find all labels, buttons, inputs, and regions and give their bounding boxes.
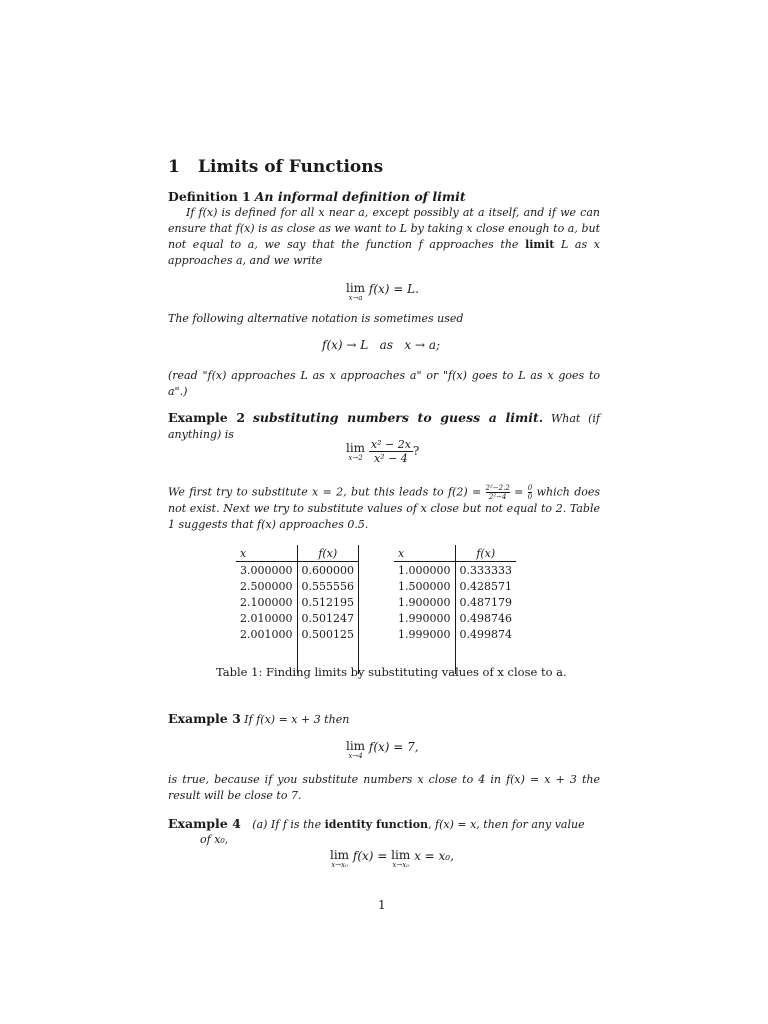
example-2-question: What (if anything) is [168,412,600,441]
table-row [236,562,359,579]
section-heading [168,157,383,177]
lim-operator: lim x→x₀ [391,848,411,869]
x-value-cell: 1.990000 [394,610,455,626]
example-2-text [168,484,600,533]
fx-value-cell: 0.487179 [459,595,512,609]
example-2-text-b: which does not exist. Next we try to substitute values of x close but not equal to 2. Table 1 suggests that f(x) approaches 0.5. [168,485,601,531]
fraction: $\frac{\text{x² − 2x}}{\text{x² − 4}}$ [370,438,411,465]
fx-value-cell: 0.498746 [459,611,512,625]
zero-over-zero: $\frac{0}{0}$ [527,484,533,501]
table-spacer-row [236,642,359,658]
fx-value-cell: 0.555556 [297,578,359,594]
limit-keyword: limit [525,238,555,251]
lim-operator: lim x→a [346,281,366,302]
table-1-right [394,545,516,674]
column-header-fx: f(x) [455,545,516,562]
example-4-rhs: x = x₀, [414,849,454,863]
x-value-cell: 2.100000 [236,594,297,610]
fx-value-cell: 0.428571 [459,579,512,593]
table-row [236,594,359,610]
x-value-cell: 1.000000 [394,562,455,579]
fx-value-cell: 0.512195 [297,594,359,610]
lim-operator: lim x→2 [346,440,366,462]
empty-cell [236,642,297,658]
fx-value-cell: 0.501247 [297,610,359,626]
substitution-fraction: $\frac{\text{2²−2.2}}{\text{2²−4}}$ [485,484,510,501]
example-2-equation [346,438,419,465]
example-2-text-a: We first try to substitute x = 2, but this leads to f(2) = [168,485,482,499]
fx-value-cell: 0.333333 [459,563,512,577]
example-2-label: Example 2 [168,410,246,425]
example-4-line2: of x₀, [200,833,229,846]
limit-equation [346,282,419,302]
x-value-cell: 2.500000 [236,578,297,594]
example-3-rhs: f(x) = 7, [368,740,419,754]
section-number: 1 [168,157,180,177]
table-row [394,610,516,626]
example-3-heading [168,711,600,728]
example-2-title: substituting numbers to guess a limit. [252,410,544,425]
example-3-equation [346,740,419,760]
x-value-cell: 2.010000 [236,610,297,626]
empty-cell [394,642,455,658]
definition-title: An informal definition of limit [254,189,466,204]
example-4-mid: f(x) = [352,849,388,863]
question-mark: ? [412,444,420,458]
table-row [394,626,516,642]
definition-text-a: If f(x) is defined for all x near a, except possibly at a itself, and if we can ensure that f(x) is as close as we want to L by taking x close enough to a, but not equal to a, we say that the function f approaches the [168,206,600,251]
example-4-heading [168,816,600,833]
table-row [394,562,516,579]
definition-1 [168,188,600,269]
fx-value-cell: 0.500125 [297,626,359,642]
empty-cell [455,642,516,658]
alt-notation-equation: f(x) → L as x → a; [322,338,441,352]
fx-value-cell: 0.600000 [297,562,359,579]
table-row [236,610,359,626]
table-row [236,578,359,594]
identity-function-keyword: identity function [324,818,429,831]
example-4-equation [330,849,454,869]
column-header-x: x [236,545,297,562]
x-value-cell: 3.000000 [236,562,297,579]
example-4-text-b: , f(x) = x, then for any value [428,818,585,831]
table-caption: Table 1: Finding limits by substituting values of x close to a. [216,665,567,679]
table-row [236,626,359,642]
section-title: Limits of Functions [198,157,384,177]
x-value-cell: 1.900000 [394,594,455,610]
page-number: 1 [378,898,386,912]
read-note: (read "f(x) approaches L as x approaches a" or "f(x) goes to L as x goes to a".) [168,369,600,398]
fx-value-cell: 0.499874 [459,627,512,641]
example-4-text-a: (a) If f is the [252,818,322,831]
alt-notation-intro: The following alternative notation is sometimes used [168,312,464,325]
limit-rhs: f(x) = L. [368,282,419,296]
x-value-cell: 1.500000 [394,578,455,594]
definition-text-b: L as x approaches a, and we write [168,238,600,267]
definition-label: Definition 1 [168,189,251,204]
example-3-intro: If f(x) = x + 3 then [244,713,350,726]
table-row [394,594,516,610]
lim-operator: lim x→4 [346,739,366,760]
column-header-x: x [394,545,455,562]
x-value-cell: 2.001000 [236,626,297,642]
definition-text [168,205,600,269]
empty-cell [297,642,359,658]
example-3-label: Example 3 [168,711,241,726]
example-3-text: is true, because if you substitute numbers x close to 4 in f(x) = x + 3 the result will be close to 7. [168,773,600,802]
equals-sign: = [514,485,524,499]
table-spacer-row [394,642,516,658]
column-header-fx: f(x) [297,545,359,562]
table-row [394,578,516,594]
lim-operator: lim x→x₀ [330,848,350,869]
table-1-left [236,545,359,674]
x-value-cell: 1.999000 [394,626,455,642]
example-4-label: Example 4 [168,816,241,831]
